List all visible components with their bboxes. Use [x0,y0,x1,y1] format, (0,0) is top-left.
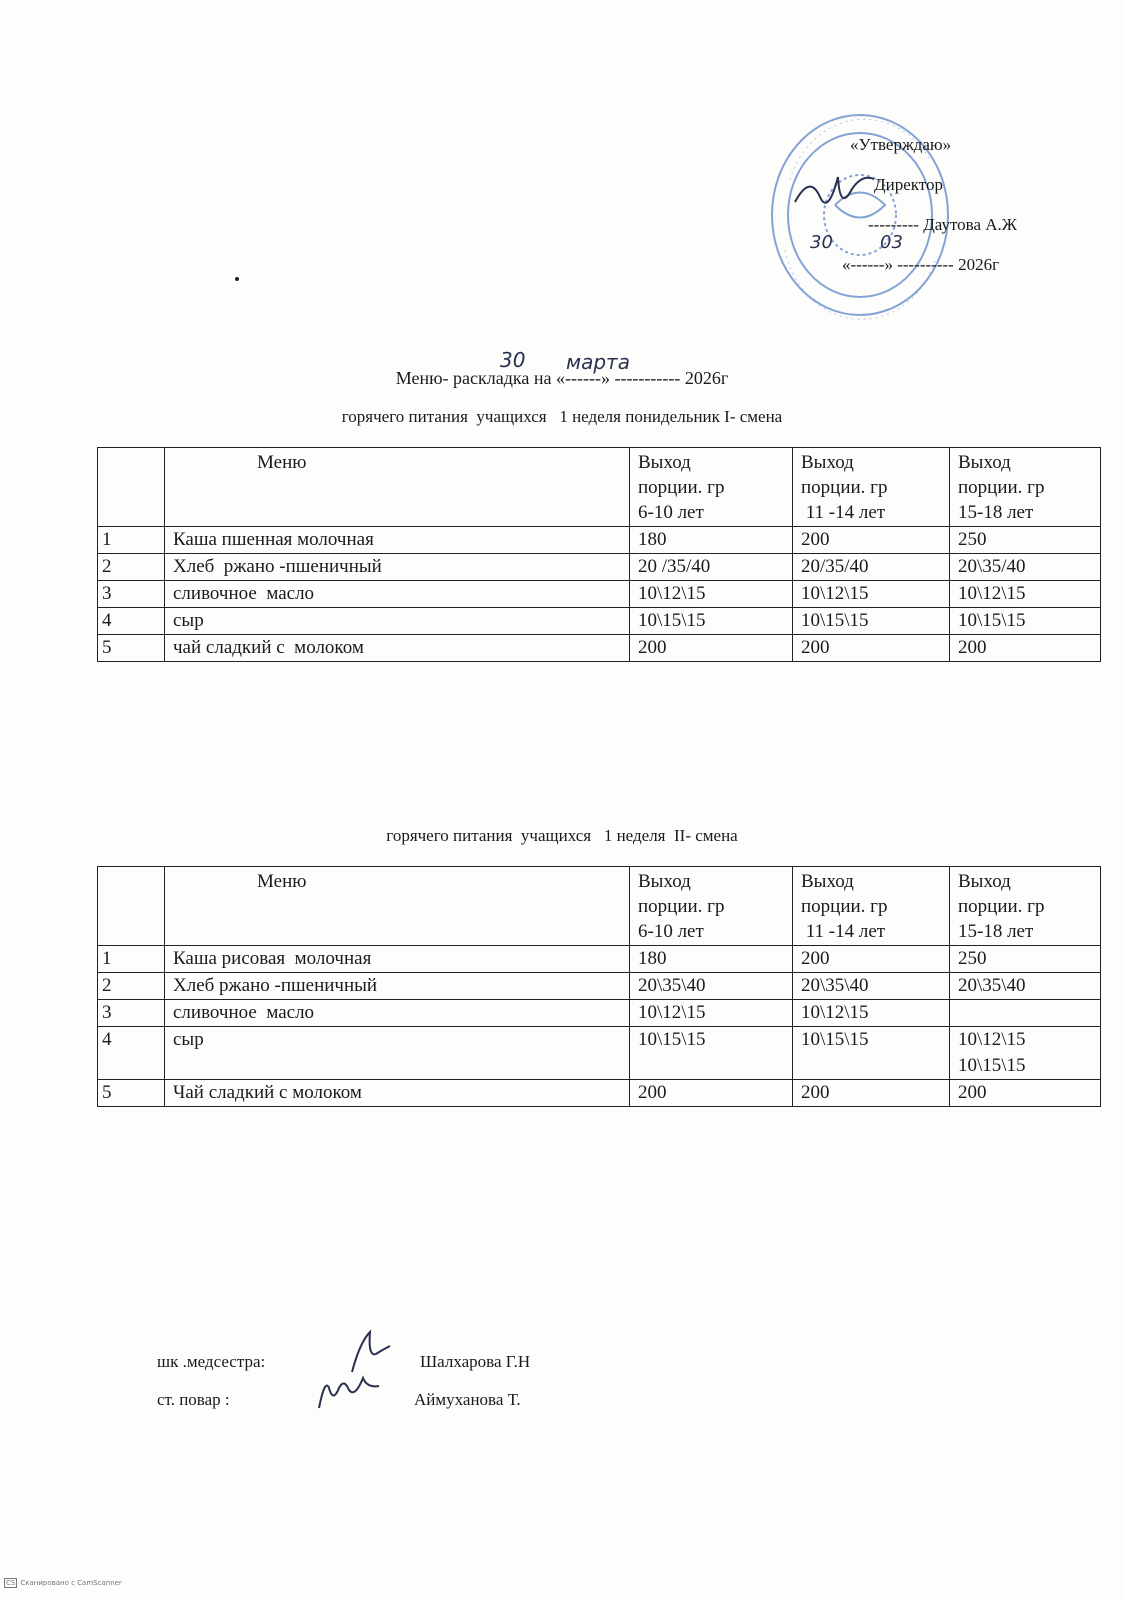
dish-name-cell: сыр [165,1027,630,1080]
nurse-role: шк .медсестра: [157,1352,266,1371]
dish-name-cell: сыр [165,608,630,635]
portion-6-10-cell: 200 [630,635,793,662]
table-row [98,581,1101,608]
approval-handwritten-month: 03 [880,232,903,253]
portion-15-18-cell: 250 [950,527,1101,554]
table-row [98,973,1101,1000]
dish-name-cell: Чай сладкий с молоком [165,1080,630,1107]
header-cell: Выход порции. гр 15-18 лет [950,448,1101,527]
table-row [98,635,1101,662]
portion-15-18-cell: 250 [950,946,1101,973]
portion-11-14-cell: 200 [793,1080,950,1107]
portion-6-10-cell: 20 /35/40 [630,554,793,581]
shift2-subtitle: горячего питания учащихся 1 неделя II- смена [386,826,738,845]
shift1-menu-table [97,447,1101,662]
portion-11-14-cell: 10\12\15 [793,581,950,608]
dish-name-cell: сливочное масло [165,1000,630,1027]
approval-date: «------» ---------- 2026г [842,255,1000,274]
table-row [98,608,1101,635]
table-row [98,527,1101,554]
dish-name-cell: Каша пшенная молочная [165,527,630,554]
cook-signature [315,1370,395,1415]
table-row [98,1027,1101,1080]
approval-director-name: --------- Даутова А.Ж [868,215,1018,234]
portion-15-18-cell [950,1000,1101,1027]
num-cell: 3 [98,1000,165,1027]
portion-11-14-cell: 20\35\40 [793,973,950,1000]
num-cell: 2 [98,554,165,581]
header-cell: Выход порции. гр 6-10 лет [630,867,793,946]
portion-15-18-cell: 20\35/40 [950,554,1101,581]
shift1-subtitle: горячего питания учащихся 1 неделя понидельник I- смена [341,407,783,426]
num-cell: 5 [98,1080,165,1107]
portion-11-14-cell: 10\15\15 [793,608,950,635]
num-cell: 2 [98,973,165,1000]
table-row [98,1000,1101,1027]
document-title [0,368,1124,389]
portion-6-10-cell: 20\35\40 [630,973,793,1000]
dish-name-cell: сливочное масло [165,581,630,608]
title-handwritten-month: марта [566,350,630,374]
portion-11-14-cell: 200 [793,635,950,662]
num-cell: 5 [98,635,165,662]
portion-15-18-cell: 10\12\15 [950,581,1101,608]
num-cell: 4 [98,1027,165,1080]
shift2-menu-table [97,866,1101,1107]
scanner-watermark [4,1578,122,1588]
cook-role: ст. повар : [157,1390,230,1409]
nurse-name: Шалхарова Г.Н [420,1352,531,1371]
portion-15-18-cell: 200 [950,1080,1101,1107]
portion-15-18-cell: 20\35\40 [950,973,1101,1000]
scanner-text: Сканировано с CamScanner [20,1579,122,1587]
scanner-logo: CS [6,1579,16,1587]
cook-name: Аймуханова Т. [414,1390,521,1409]
header-cell [98,867,165,946]
header-cell: Выход порции. гр 11 -14 лет [793,867,950,946]
table-row [98,554,1101,581]
portion-6-10-cell: 10\12\15 [630,1000,793,1027]
portion-11-14-cell: 10\12\15 [793,1000,950,1027]
table-row [98,946,1101,973]
portion-11-14-cell: 200 [793,946,950,973]
dish-name-cell: Каша рисовая молочная [165,946,630,973]
approval-handwritten-day: 30 [810,232,833,253]
portion-11-14-cell: 20/35/40 [793,554,950,581]
portion-6-10-cell: 10\12\15 [630,581,793,608]
portion-15-18-cell: 10\15\15 [950,608,1101,635]
title-handwritten-day: 30 [500,348,526,372]
portion-6-10-cell: 180 [630,527,793,554]
header-cell [98,448,165,527]
approval-position: Директор [874,175,943,194]
title-quote: «------» [555,368,610,388]
num-cell: 1 [98,527,165,554]
portion-11-14-cell: 200 [793,527,950,554]
portion-6-10-cell: 10\15\15 [630,1027,793,1080]
dish-name-cell: Хлеб ржано -пшеничный [165,554,630,581]
dish-name-cell: чай сладкий с молоком [165,635,630,662]
stray-dot [235,277,239,281]
num-cell: 1 [98,946,165,973]
title-prefix: Меню- раскладка на [395,368,552,388]
portion-15-18-cell: 10\12\15 10\15\15 [950,1027,1101,1080]
header-cell: Выход порции. гр 15-18 лет [950,867,1101,946]
num-cell: 3 [98,581,165,608]
header-cell: Выход порции. гр 11 -14 лет [793,448,950,527]
director-signature [790,172,880,222]
dish-name-cell: Хлеб ржано -пшеничный [165,973,630,1000]
title-year: 2026г [684,368,729,388]
header-cell: Выход порции. гр 6-10 лет [630,448,793,527]
table-row [98,1080,1101,1107]
portion-6-10-cell: 10\15\15 [630,608,793,635]
portion-15-18-cell: 200 [950,635,1101,662]
header-menu: Меню [165,448,630,527]
portion-6-10-cell: 200 [630,1080,793,1107]
num-cell: 4 [98,608,165,635]
table-header-row [98,867,1101,946]
title-month-line: ----------- [614,368,681,388]
approval-heading: «Утверждаю» [850,135,952,154]
table-header-row [98,448,1101,527]
header-menu: Меню [165,867,630,946]
portion-11-14-cell: 10\15\15 [793,1027,950,1080]
portion-6-10-cell: 180 [630,946,793,973]
